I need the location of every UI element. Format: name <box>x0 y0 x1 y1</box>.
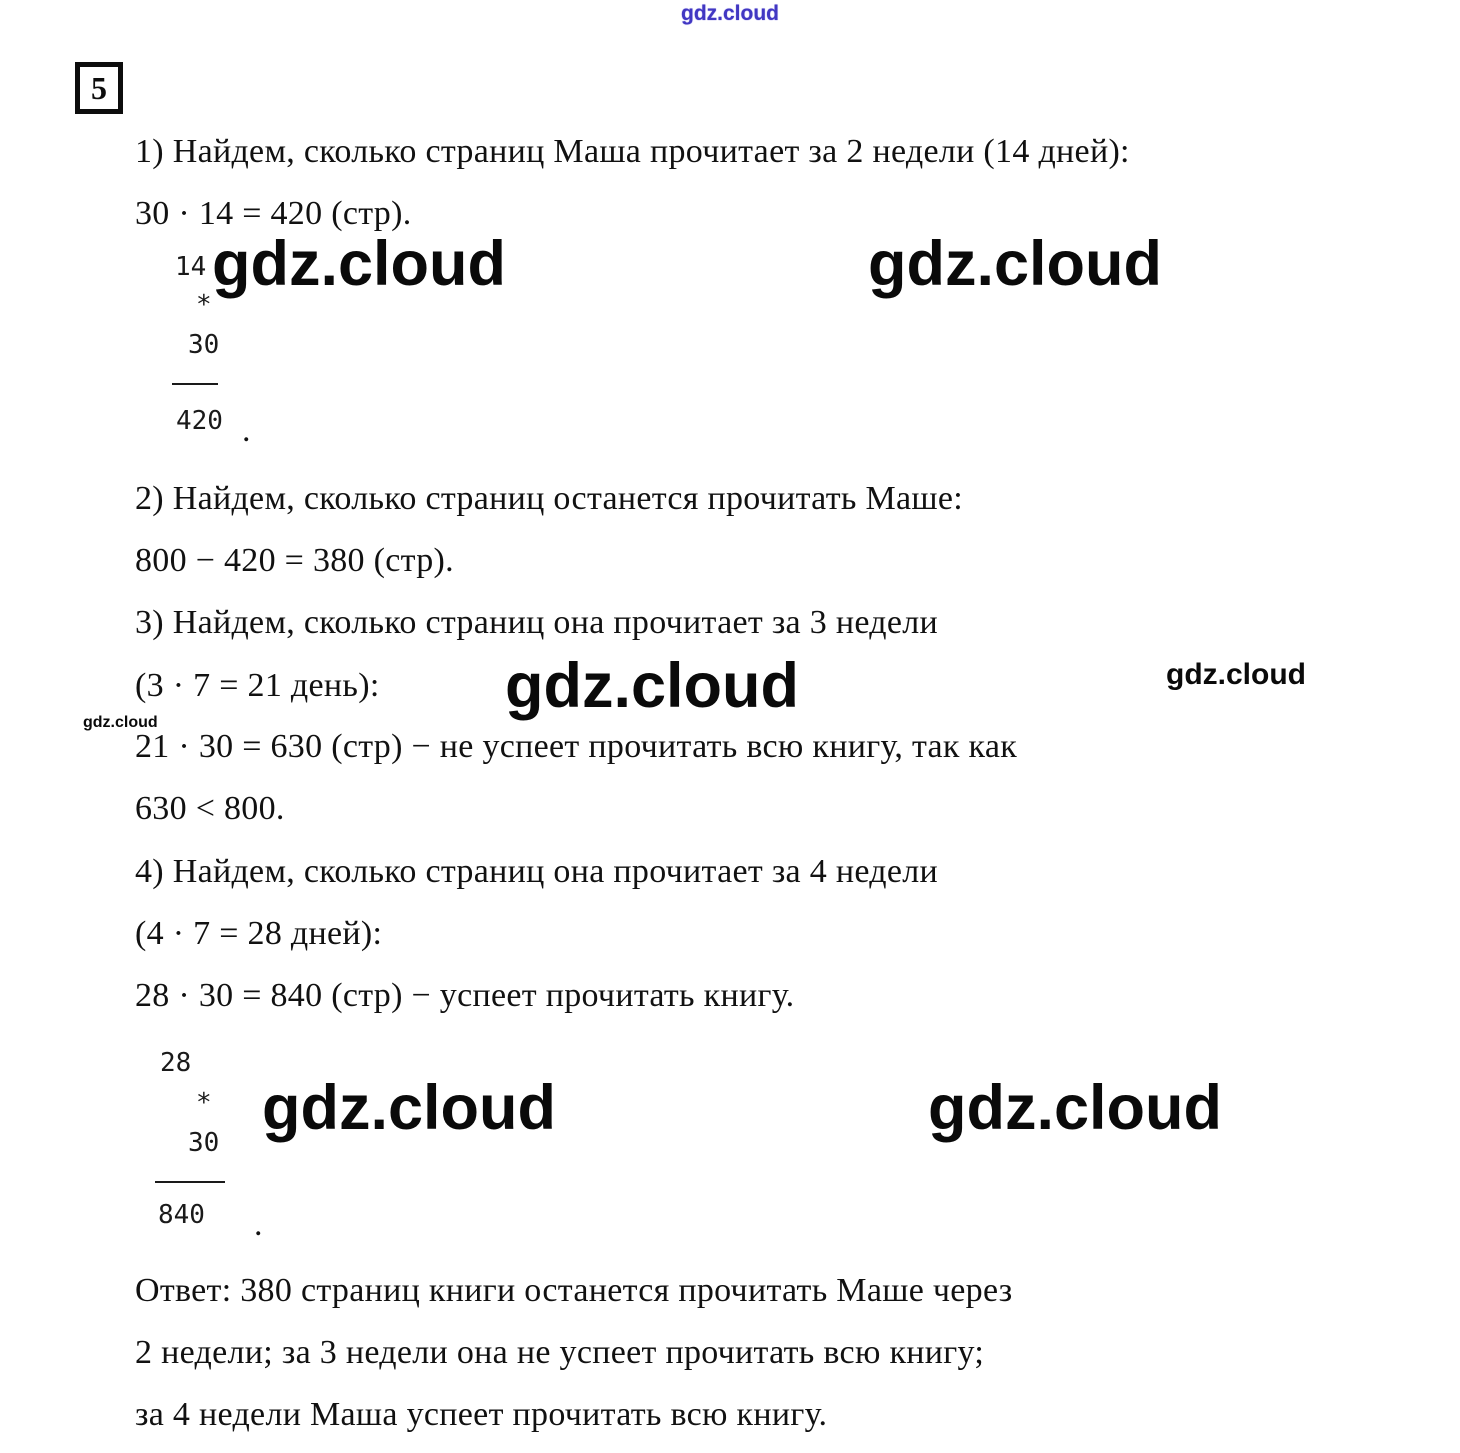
site-watermark: gdz.cloud <box>505 651 799 721</box>
solution-line: (3 · 7 = 21 день): <box>135 667 380 704</box>
multiplication-period: . <box>242 412 251 449</box>
multiplication-line <box>155 1181 225 1183</box>
multiplication-operator: * <box>196 290 212 320</box>
answer-line: 2 недели; за 3 недели она не успеет прочитать всю книгу; <box>135 1334 985 1371</box>
solution-line: 2) Найдем, сколько страниц останется прочитать Маше: <box>135 480 963 517</box>
multiplication-bottom-operand: 30 <box>188 330 220 360</box>
solution-line: 28 · 30 = 840 (стр) − успеет прочитать книгу. <box>135 977 795 1014</box>
multiplication-bottom-operand: 30 <box>188 1128 220 1158</box>
solution-line: 30 · 14 = 420 (стр). <box>135 195 412 232</box>
site-watermark: gdz.cloud <box>1166 658 1306 691</box>
solution-line: (4 · 7 = 28 дней): <box>135 915 383 952</box>
answer-line: за 4 недели Маша успеет прочитать всю книгу. <box>135 1396 828 1433</box>
solution-line: 1) Найдем, сколько страниц Маша прочитает за 2 недели (14 дней): <box>135 133 1130 170</box>
multiplication-result: 840 <box>158 1200 205 1230</box>
solution-line: 21 · 30 = 630 (стр) − не успеет прочитать всю книгу, так как <box>135 728 1018 765</box>
problem-number: 5 <box>91 69 107 106</box>
solution-line: 4) Найдем, сколько страниц она прочитает за 4 недели <box>135 853 939 890</box>
multiplication-line <box>172 383 218 385</box>
answer-line: Ответ: 380 страниц книги останется прочитать Маше через <box>135 1272 1013 1309</box>
site-watermark: gdz.cloud <box>868 229 1162 299</box>
site-watermark: gdz.cloud <box>262 1073 556 1143</box>
site-watermark-top: gdz.cloud <box>681 2 779 25</box>
multiplication-top-operand: 14 <box>175 252 207 282</box>
multiplication-operator: * <box>196 1088 212 1118</box>
solution-line: 630 < 800. <box>135 790 285 827</box>
site-watermark: gdz.cloud <box>928 1073 1222 1143</box>
site-watermark: gdz.cloud <box>212 229 506 299</box>
problem-number-box <box>75 62 123 114</box>
solution-line: 3) Найдем, сколько страниц она прочитает за 3 недели <box>135 604 939 641</box>
multiplication-period: . <box>254 1206 263 1243</box>
solution-line: 800 − 420 = 380 (стр). <box>135 542 454 579</box>
site-watermark: gdz.cloud <box>83 714 158 731</box>
multiplication-result: 420 <box>176 406 223 436</box>
multiplication-top-operand: 28 <box>160 1048 192 1078</box>
